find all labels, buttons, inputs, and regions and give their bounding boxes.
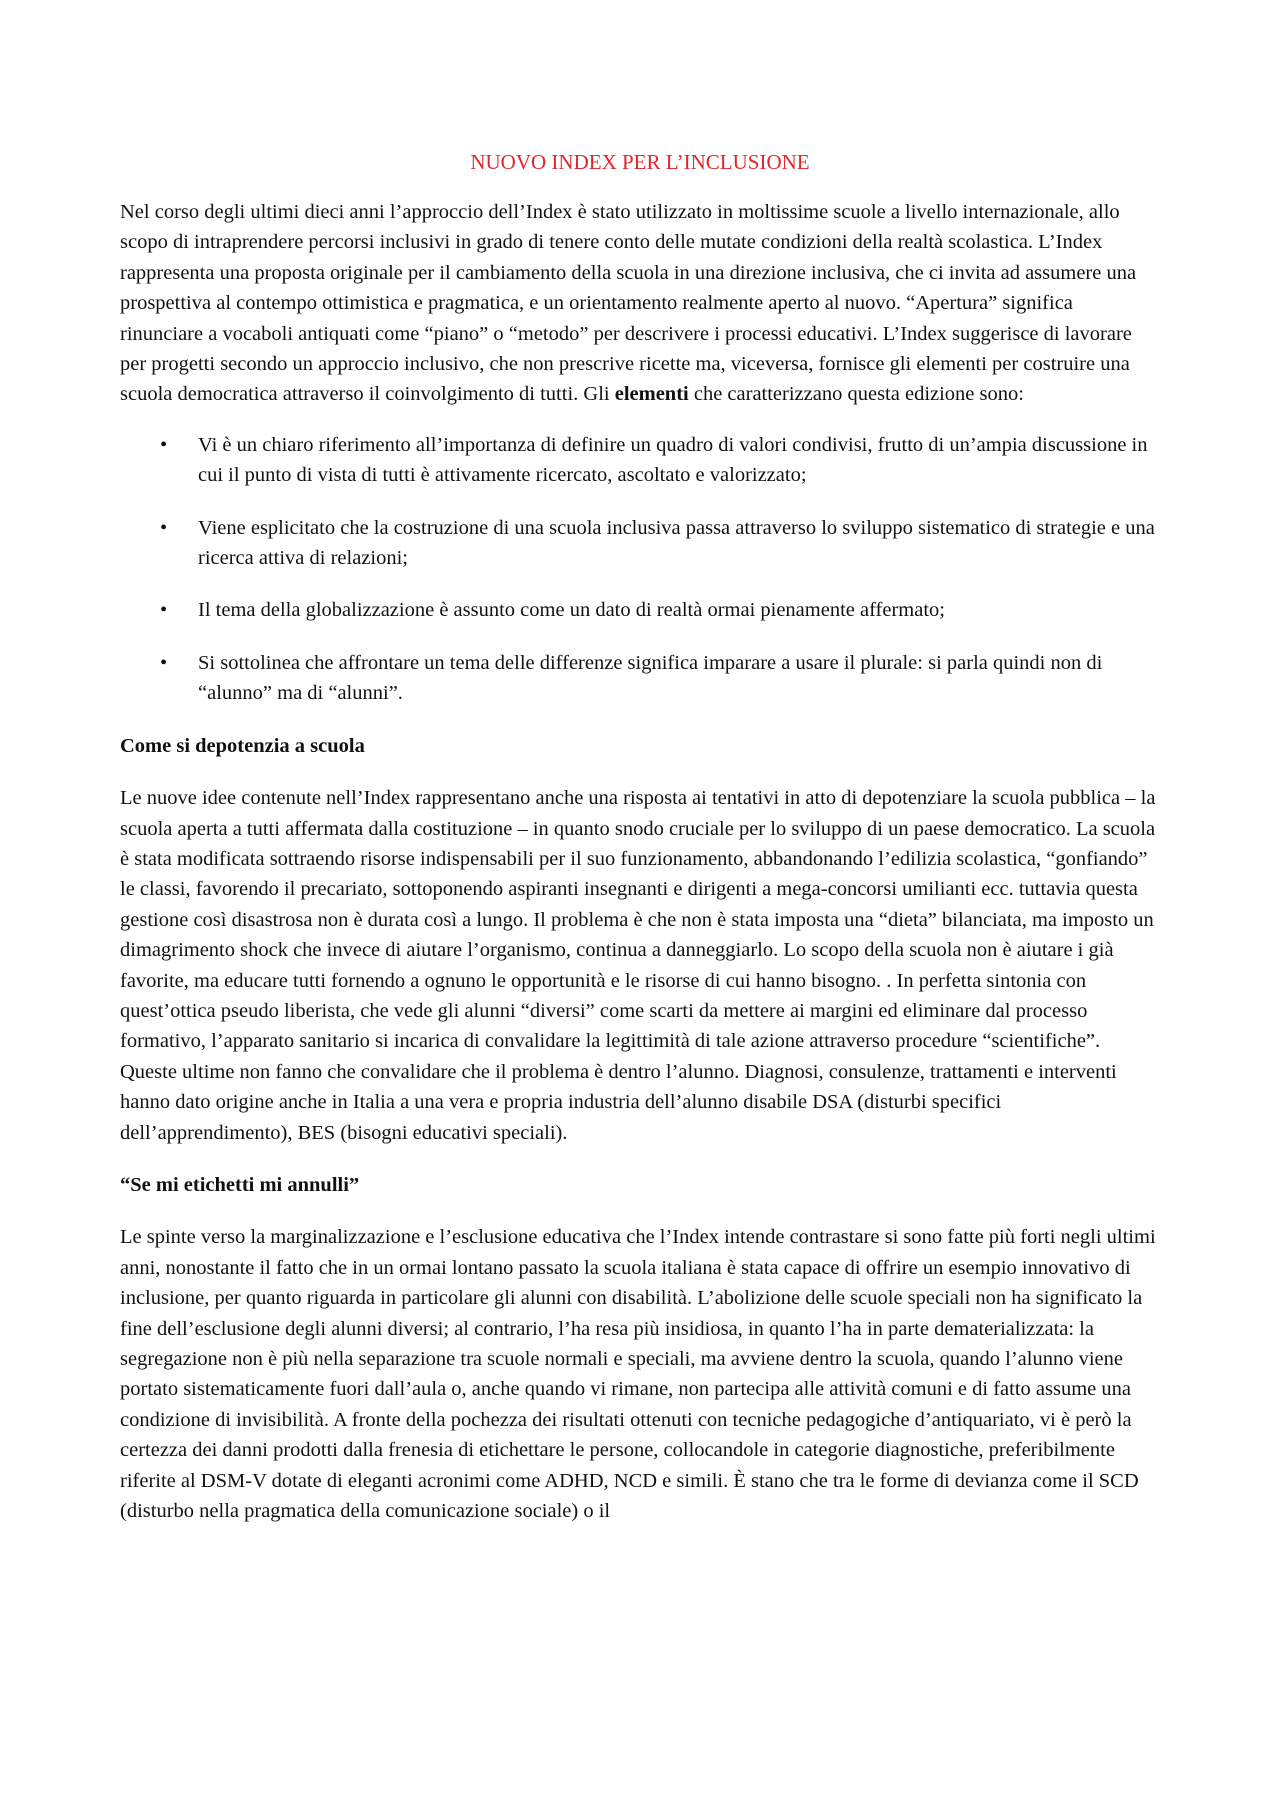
list-item xyxy=(120,595,1160,625)
intro-bold-word: elementi xyxy=(614,383,689,406)
bullet-icon: • xyxy=(160,651,168,674)
bullet-icon: • xyxy=(160,599,168,622)
list-item-text: Il tema della globalizzazione è assunto come un dato di realtà ormai pienamente affermato; xyxy=(198,599,945,622)
intro-text-before: Nel corso degli ultimi dieci anni l’approccio dell’Index è stato utilizzato in moltissime scuole a livello internazionale, allo scopo di intraprendere percorsi inclusivi in grado di tenere conto delle mutate condizioni della realtà scolastica. L’Index rappresenta una proposta originale per il cambiamento della scuola in una direzione inclusiva, che ci invita ad assumere una prospettiva al contempo ottimistica e pragmatica, e un orientamento realmente aperto al nuovo. “Apertura” significa rinunciare a vocaboli antiquati come “piano” o “metodo” per descrivere i processi educativi. L’Index suggerisce di lavorare per progetti secondo un approccio inclusivo, che non prescrive ricette ma, viceversa, fornisce gli elementi per costruire una scuola democratica attraverso il coinvolgimento di tutti. Gli xyxy=(120,201,1137,406)
elements-list xyxy=(120,430,1160,709)
list-item-text: Viene esplicitato che la costruzione di una scuola inclusiva passa attraverso lo sviluppo sistematico di strategie e una ricerca attiva di relazioni; xyxy=(198,516,1155,570)
section-heading-depotenzia: Come si depotenzia a scuola xyxy=(120,734,365,757)
section-body-etichetti: Le spinte verso la marginalizzazione e l’esclusione educativa che l’Index intende contrastare si sono fatte più forti negli ultimi anni, nonostante il fatto che in un ormai lontano passato la scuola italiana è stata capace di offrire un esempio innovativo di inclusione, per quanto riguarda in particolare gli alunni con disabilità. L’abolizione delle scuole speciali non ha significato la fine dell’esclusione degli alunni diversi; al contrario, l’ha resa più insidiosa, in quanto l’ha in parte dematerializzata: la segregazione non è più nella separazione tra scuole normali e speciali, ma avviene dentro la scuola, quando l’alunno viene portato sistematicamente fuori dall’aula o, anche quando vi rimane, non partecipa alle attività comuni e di fatto assume una condizione di invisibilità. A fronte della pochezza dei risultati ottenuti con tecniche pedagogiche d’antiquariato, vi è però la certezza dei danni prodotti dalla frenesia di etichettare le persone, collocandole in categorie diagnostiche, preferibilmente riferite al DSM-V dotate di eleganti acronimi come ADHD, NCD e simili. È stano che tra le forme di devianza come il SCD (disturbo nella pragmatica della comunicazione sociale) o il xyxy=(120,1226,1156,1523)
list-item-text: Vi è un chiaro riferimento all’importanza di definire un quadro di valori condivisi, frutto di un’ampia discussione in cui il punto di vista di tutti è attivamente ricercato, ascoltato e valorizzato; xyxy=(198,433,1148,487)
list-item xyxy=(120,513,1160,574)
intro-paragraph xyxy=(120,197,1160,410)
section-body-depotenzia: Le nuove idee contenute nell’Index rappresentano anche una risposta ai tentativi in atto di depotenziare la scuola pubblica – la scuola aperta a tutti affermata dalla costituzione – in quanto snodo cruciale per lo sviluppo di un paese democratico. La scuola è stata modificata sottraendo risorse indispensabili per il suo funzionamento, abbandonando l’edilizia scolastica, “gonfiando” le classi, favorendo il precariato, sottoponendo aspiranti insegnanti e dirigenti a mega-concorsi umilianti ecc. tuttavia questa gestione così disastrosa non è durata così a lungo. Il problema è che non è stata imposta una “dieta” bilanciata, ma imposto un dimagrimento shock che invece di aiutare l’organismo, continua a danneggiarlo. Lo scopo della scuola non è aiutare i già favorite, ma educare tutti fornendo a ognuno le opportunità e le risorse di cui hanno bisogno. . In perfetta sintonia con quest’ottica pseudo liberista, che vede gli alunni “diversi” come scarti da mettere ai margini ed eliminare dal processo formativo, l’apparato sanitario si incarica di convalidare la legittimità di tale azione attraverso procedure “scientifiche”. Queste ultime non fanno che convalidare che il problema è dentro l’alunno. Diagnosi, consulenze, trattamenti e interventi hanno dato origine anche in Italia a una vera e propria industria dell’alunno disabile DSA (disturbi specifici dell’apprendimento), BES (bisogni educativi speciali). xyxy=(120,787,1156,1144)
section-heading-etichetti: “Se mi etichetti mi annulli” xyxy=(120,1173,360,1196)
bullet-icon: • xyxy=(160,433,168,456)
list-item xyxy=(120,648,1160,709)
document-title: NUOVO INDEX PER L’INCLUSIONE xyxy=(470,150,810,174)
bullet-icon: • xyxy=(160,516,168,539)
list-item xyxy=(120,430,1160,491)
list-item-text: Si sottolinea che affrontare un tema delle differenze significa imparare a usare il plurale: si parla quindi non di “alunno” ma di “alunni”. xyxy=(198,651,1103,705)
intro-text-after: che caratterizzano questa edizione sono: xyxy=(688,383,1024,406)
